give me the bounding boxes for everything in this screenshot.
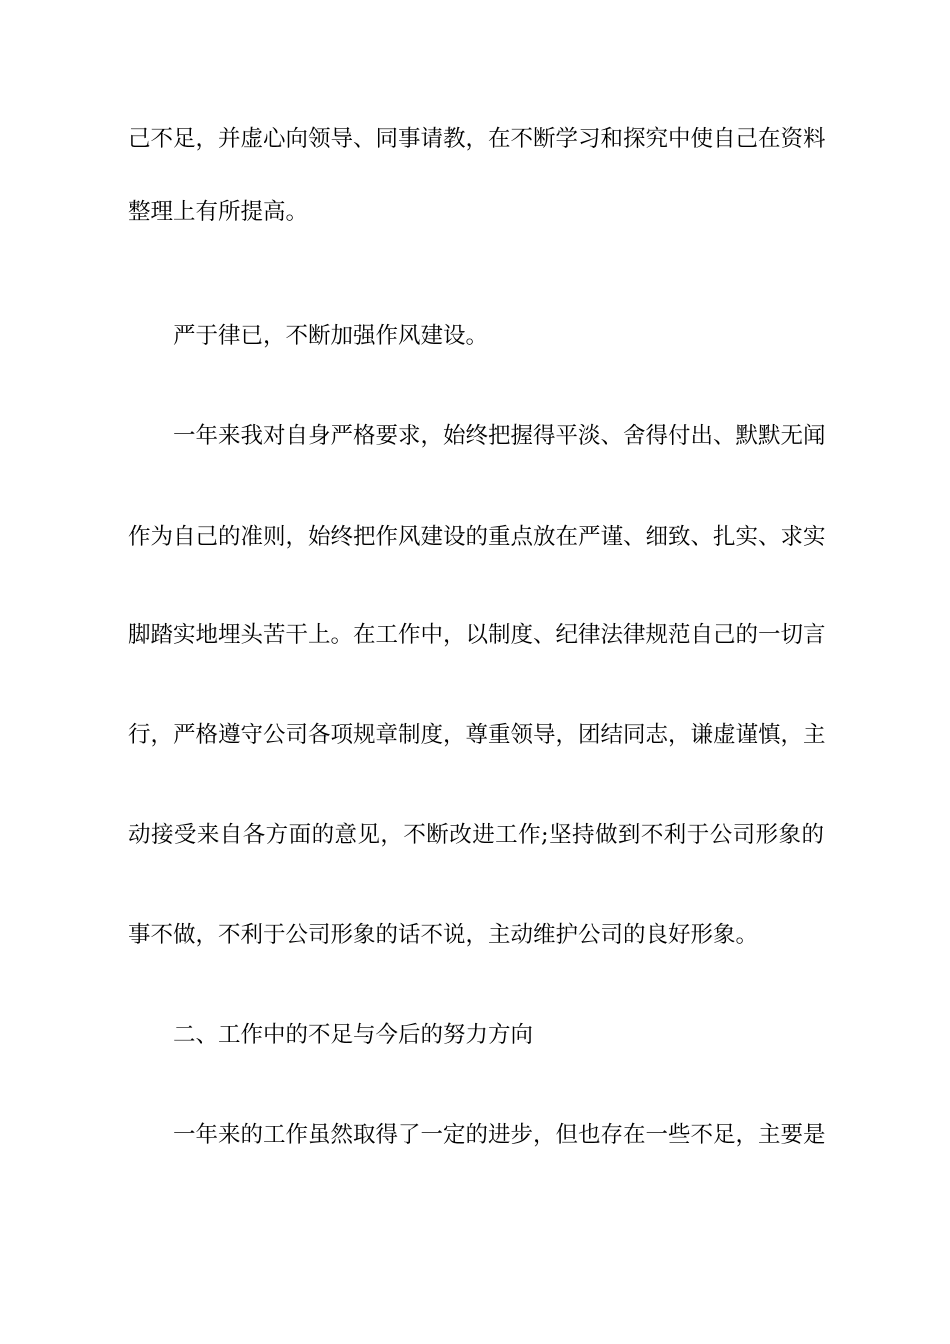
paragraph-line: 动接受来自各方面的意见，不断改进工作;坚持做到不利于公司形象的 xyxy=(128,822,824,848)
section-heading: 严于律已，不断加强作风建设。 xyxy=(173,323,489,349)
paragraph-line: 脚踏实地埋头苦干上。在工作中，以制度、纪律法律规范自己的一切言 xyxy=(128,622,826,648)
paragraph-line: 己不足，并虚心向领导、同事请教，在不断学习和探究中使自己在资料 xyxy=(128,126,826,152)
paragraph-line: 一年来的工作虽然取得了一定的进步，但也存在一些不足，主要是 xyxy=(173,1122,826,1148)
section-heading: 二、工作中的不足与今后的努力方向 xyxy=(173,1022,534,1048)
paragraph-line: 一年来我对自身严格要求，始终把握得平淡、舍得付出、默默无闻 xyxy=(173,423,826,449)
paragraph-line: 行，严格遵守公司各项规章制度，尊重领导，团结同志，谦虚谨慎，主 xyxy=(128,722,826,748)
paragraph-line: 事不做，不利于公司形象的话不说，主动维护公司的良好形象。 xyxy=(128,922,759,948)
paragraph-line: 整理上有所提高。 xyxy=(128,199,309,225)
paragraph-line: 作为自己的准则，始终把作风建设的重点放在严谨、细致、扎实、求实 xyxy=(128,524,826,550)
